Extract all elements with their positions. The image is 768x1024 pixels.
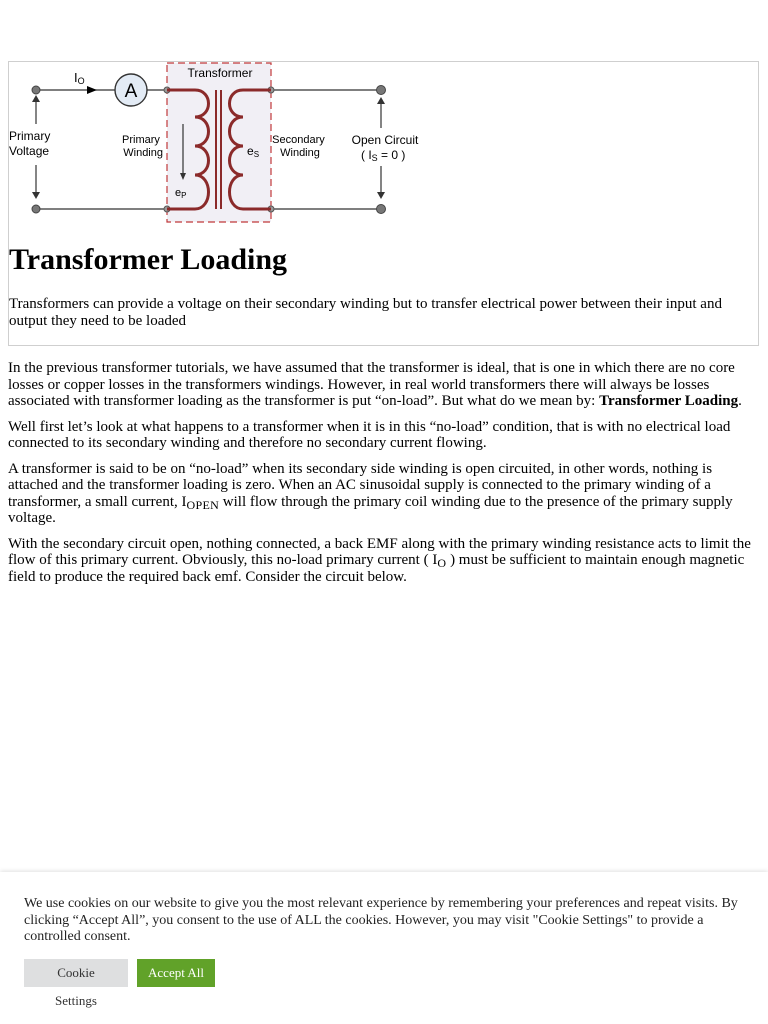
paragraph-back-emf <box>8 536 760 586</box>
hero-description: Transformers can provide a voltage on their secondary winding but to transfer electrical power between their input and output they need to be loaded <box>9 296 722 329</box>
arrow-down-icon <box>377 192 385 199</box>
current-arrow-icon <box>87 86 97 94</box>
transformer-label: Transformer <box>187 66 253 80</box>
open-circuit-condition: ( IS = 0 ) <box>361 148 406 163</box>
paragraph-back-emf-text: With the secondary circuit open, nothing connected, a back EMF along with the primary winding resistance acts to limit the flow of this primary current. Obviously, this no-load primary current ( I <box>8 535 751 568</box>
paragraph-open-circuit-text: A transformer is said to be on “no-load” when its secondary side winding is open circuited, in other words, nothing is attached and the transformer loading is zero. When an AC sinusoidal supply is connected to the primary winding of a transformer, a small current, I <box>8 460 713 510</box>
ep-label: eP <box>175 187 187 200</box>
open-circuit-label: Open Circuit <box>351 133 419 147</box>
arrow-up-icon <box>377 97 385 104</box>
ammeter-label: A <box>124 81 138 102</box>
secondary-terminal-top <box>377 86 386 95</box>
paragraph-intro <box>8 360 760 410</box>
cookie-consent-banner <box>0 872 768 1024</box>
primary-winding-label: Primary Winding <box>122 134 163 159</box>
paragraph-intro-text: In the previous transformer tutorials, we have assumed that the transformer is ideal, that is one in which there are no core losses or copper losses in the transformers windings. However, in real world transformers there will always be losses associated with transformer loading as the transformer is put “on-load”. But what do we mean by: <box>8 360 735 409</box>
primary-terminal-bottom <box>32 205 40 213</box>
cookie-settings-button[interactable]: Cookie Settings <box>24 959 128 987</box>
featured-card[interactable] <box>8 61 759 346</box>
article-body <box>8 360 760 594</box>
paragraph-open-circuit-end: will flow through the primary coil winding due to the presence of the primary supply voltage. <box>8 493 733 526</box>
subscript-open: OPEN <box>186 497 220 512</box>
primary-voltage-label: Primary Voltage <box>9 129 51 158</box>
paragraph-no-load: Well first let’s look at what happens to a transformer when it is in this “no-load” condition, that is with no electrical load connected to its secondary winding and therefore no secondary current flowing. <box>8 418 731 451</box>
primary-terminal-top <box>32 86 40 94</box>
es-label: eS <box>247 144 260 159</box>
arrow-up-icon <box>32 95 40 102</box>
arrow-down-icon <box>32 192 40 199</box>
accept-all-button[interactable]: Accept All <box>137 959 215 987</box>
current-label: IO <box>74 70 85 86</box>
page-title[interactable]: Transformer Loading <box>9 243 288 276</box>
secondary-terminal-bottom <box>377 205 386 214</box>
subscript-o: O <box>437 556 447 570</box>
paragraph-intro-end: . <box>738 393 742 409</box>
secondary-winding-label: Secondary Winding <box>272 134 325 159</box>
paragraph-open-circuit <box>8 461 760 527</box>
paragraph-back-emf-end: ) must be sufficient to maintain enough magnetic field to produce the required back emf. Consider the circuit below. <box>8 552 745 585</box>
transformer-no-load-diagram <box>9 62 419 232</box>
cookie-message: We use cookies on our website to give you the most relevant experience by remembering your preferences and repeat visits. By clicking “Accept All”, you consent to the use of ALL the cookies. However, you may visit "Cookie Settings" to provide a controlled consent. <box>24 896 738 944</box>
bold-term: Transformer Loading <box>599 393 739 409</box>
